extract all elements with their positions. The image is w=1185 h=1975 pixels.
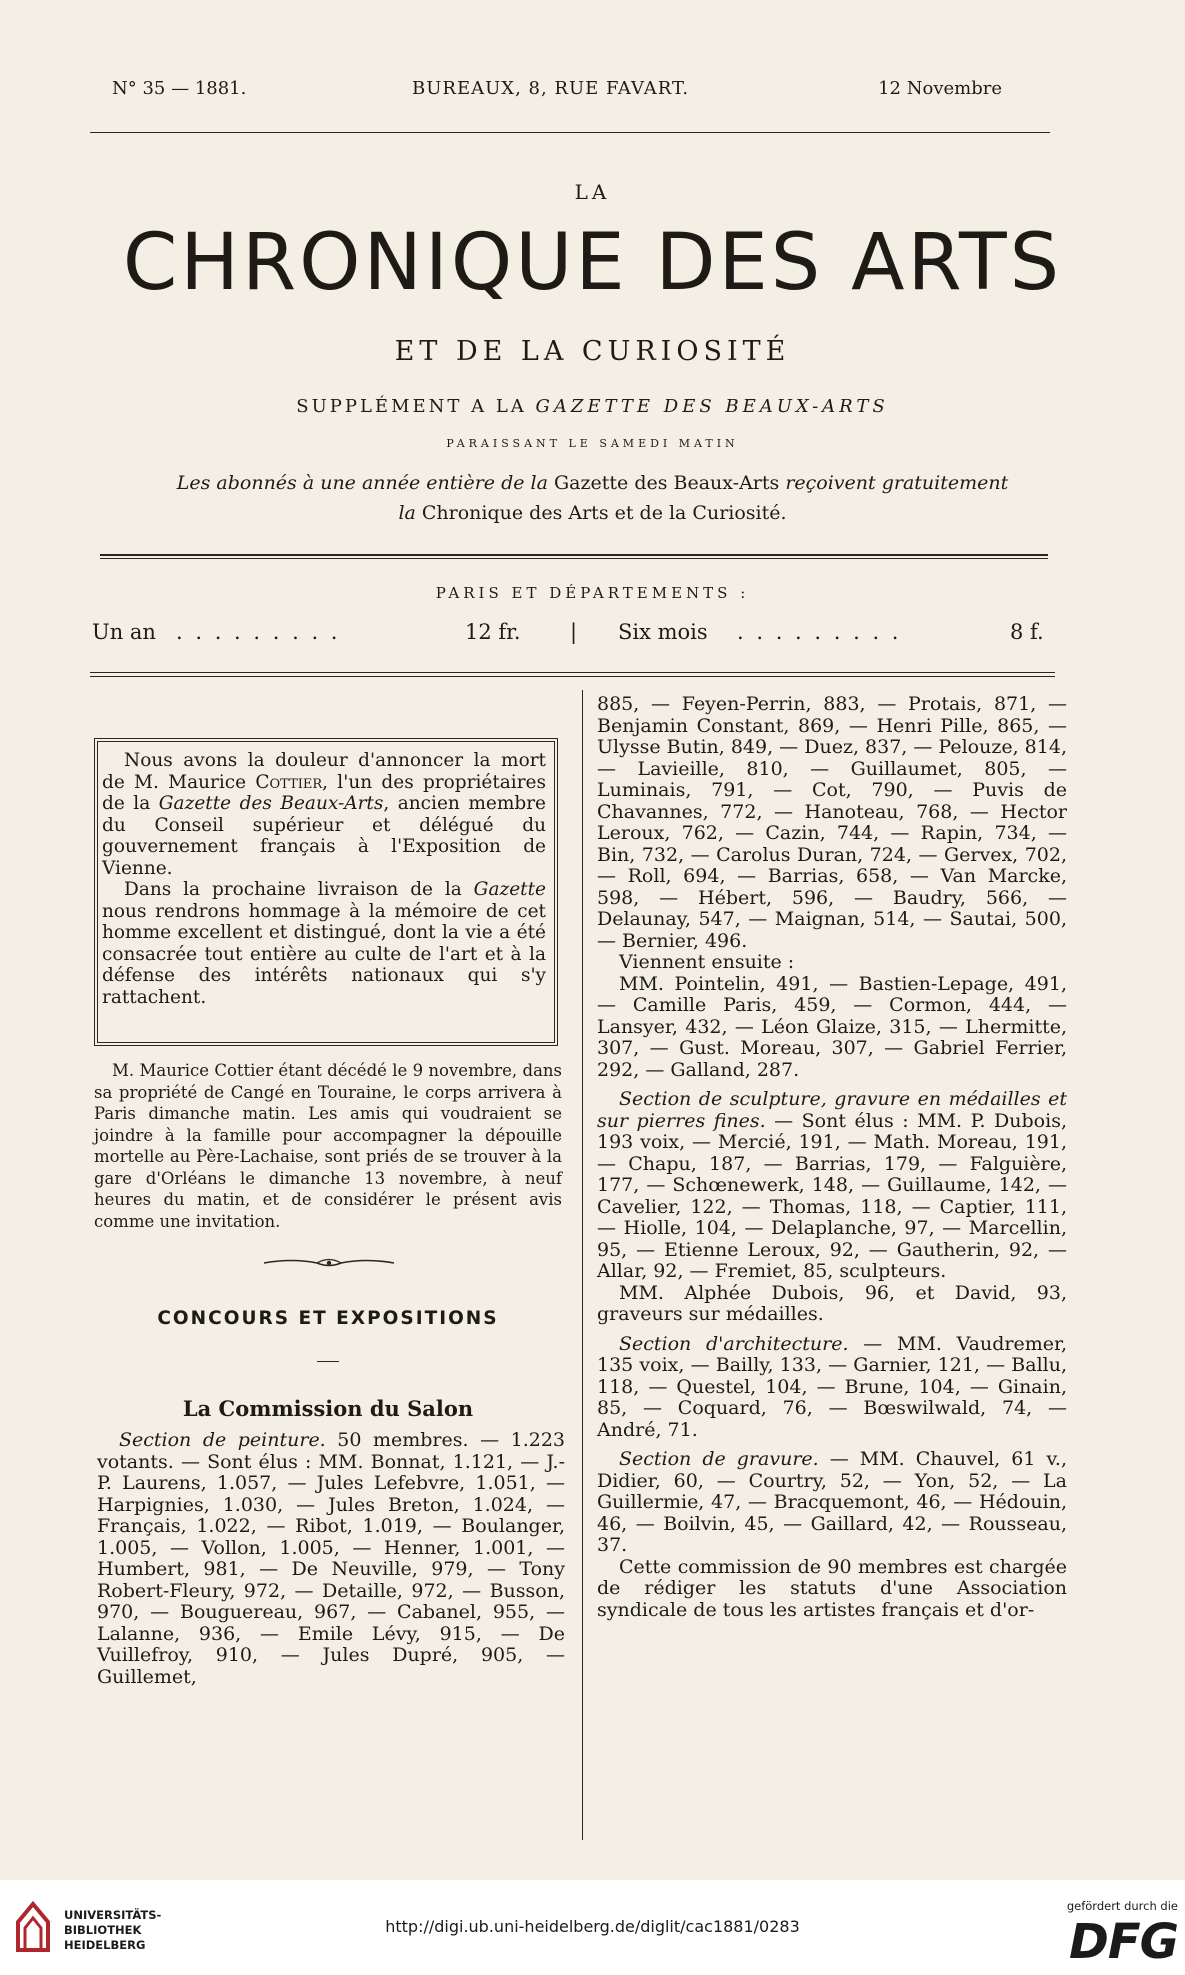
half-year-price: 8 f. [1010, 620, 1044, 644]
obituary-gazette: Gazette des Beaux-Arts [158, 793, 384, 814]
peinture-label: Section de peinture. [119, 1429, 326, 1451]
publication-schedule: PARAISSANT LE SAMEDI MATIN [446, 437, 739, 450]
dfg-logo: DFG [1068, 1914, 1178, 1970]
annual-price: 12 fr. [465, 620, 521, 644]
half-year-label: Six mois [618, 620, 708, 644]
permalink-url[interactable]: http://digi.ub.uni-heidelberg.de/diglit/cac1881/0283 [385, 1917, 800, 1936]
column-top-rule-b [90, 676, 1055, 677]
obituary-text-d: Dans la prochaine livraison de la [124, 879, 462, 900]
masthead-meta [112, 78, 1002, 104]
library-line-1: UNIVERSITÄTS- [64, 1908, 162, 1922]
right-column-text [597, 694, 1067, 1621]
library-line-3: HEIDELBERG [64, 1938, 146, 1952]
masthead-thin-rule [100, 558, 1048, 559]
closing-paragraph: Cette commission de 90 membres est chargée de rédiger les statuts d'une Association syndicale de tous les artistes français et d'or- [597, 1555, 1067, 1621]
subheading-commission: La Commission du Salon [182, 1396, 474, 1421]
obituary-gazette-short: Gazette [473, 879, 546, 900]
obituary-text-a: Nous avons la douleur d'annoncer la mort de M. Maurice [102, 750, 546, 793]
notice-italic-3: la [398, 502, 416, 524]
notice-plain-1: Gazette des Beaux-Arts [554, 472, 780, 494]
title-kicker: LA [574, 180, 611, 204]
annual-dots: . . . . . . . . . [176, 620, 341, 644]
peinture-paragraph [97, 1430, 565, 1688]
architecture-paragraph [597, 1334, 1067, 1442]
masthead-thick-rule [100, 554, 1048, 556]
subscriber-notice [120, 468, 1065, 528]
issue-date: 12 Novembre [878, 78, 1002, 99]
obituary-name: Cottier [255, 771, 323, 793]
ornament-divider-icon [262, 1256, 396, 1270]
annual-label: Un an [92, 620, 156, 644]
ensuite-label: Viennent ensuite : [619, 951, 795, 973]
notice-italic-2: reçoivent gratuitement [785, 472, 1009, 494]
sculpture-text: — Sont élus : MM. P. Dubois, 193 voix, — Mercié, 191, — Math. Moreau, 191, — Chapu, 187, — Barrias, 179, — Falguière, 177, — Schœnewerk, 148, — Guillaume, 142, — Cavelier, 122, — Thomas, 118, — Captier, 111, — Hiolle, 104, — Delaplanche, 97, — Marcellin, 95, — Etienne Leroux, 92, — Gautherin, 92, — Allar, 92, — Fremiet, 85, sculpteurs. [597, 1109, 1067, 1282]
obituary-paragraph-2 [102, 879, 546, 1008]
price-divider: | [570, 620, 578, 644]
gravure-text: — MM. Chauvel, 61 v., Didier, 60, — Courtry, 52, — Yon, 52, — La Guillermie, 47, — Bracquemont, 46, — Hédouin, 46, — Boilvin, 45, — Gaillard, 42, — Rousseau, 37. [597, 1448, 1068, 1556]
supplement-gazette: GAZETTE DES BEAUX-ARTS [535, 396, 889, 417]
short-dash [317, 1361, 339, 1362]
gravure-label: Section de gravure. [619, 1448, 819, 1470]
funded-by-label: gefördert durch die [1066, 1899, 1178, 1913]
top-rule [90, 132, 1050, 133]
ensuite-paragraph: MM. Pointelin, 491, — Bastien-Lepage, 491, — Camille Paris, 459, — Cormon, 444, — Lansyer, 432, — Léon Glaize, 315, — Lhermitte, 307, — Gust. Moreau, 307, — Gabriel Ferrier, 292, — Galland, 287. [597, 972, 1067, 1081]
funeral-paragraph: M. Maurice Cottier étant décédé le 9 novembre, dans sa propriété de Cangé en Touraine, le corps arrivera à Paris dimanche matin. Les amis qui voudraient se joindre à la famille pour accompagner la dépouille mortelle au Père-Lachaise, sont priés de se trouver à la gare d'Orléans le dimanche 13 novembre, à neuf heures du matin, et de considérer le présent avis comme une invitation. [94, 1061, 562, 1231]
architecture-label: Section d'architecture. [619, 1332, 849, 1355]
half-year-dots: . . . . . . . . . [737, 620, 902, 644]
architecture-text: — MM. Vaudremer, 135 voix, — Bailly, 133, — Garnier, 121, — Ballu, 118, — Questel, 104, — Brune, 104, — Ginain, 85, — Coquard, 76, — Bœswilwald, 74, — André, 71. [597, 1332, 1067, 1441]
peinture-continued: 885, — Feyen-Perrin, 883, — Protais, 871, — Benjamin Constant, 869, — Henri Pille, 865, — Ulysse Butin, 849, — Duez, 837, — Pelouze, 814, — Lavieille, 810, — Guillaumet, 805, — Luminais, 791, — Cot, 790, — Puvis de Chavannes, 772, — Hanoteau, 768, — Hector Leroux, 762, — Cazin, 744, — Rapin, 734, — Bin, 732, — Carolus Duran, 724, — Gervex, 702, — Roll, 694, — Barrias, 658, — Van Marcke, 598, — Hébert, 596, — Baudry, 566, — Delaunay, 547, — Maignan, 514, — Sautai, 500, — Bernier, 496. [597, 693, 1067, 952]
sculpture-paragraph [597, 1089, 1067, 1283]
office-address: BUREAUX, 8, RUE FAVART. [412, 78, 690, 99]
gravure-paragraph [597, 1449, 1067, 1557]
supplement-line [0, 396, 1185, 417]
column-top-rule-a [90, 672, 1055, 673]
section-heading-concours: CONCOURS ET EXPOSITIONS [157, 1308, 499, 1329]
sculpture-label: Section de sculpture, gravure en médailles et sur pierres fines. [597, 1088, 1067, 1132]
left-column-text [97, 1430, 565, 1688]
issue-number: N° 35 — 1881. [112, 78, 247, 99]
supplement-prefix: SUPPLÉMENT A LA [296, 396, 527, 417]
column-divider [582, 690, 583, 1840]
obituary-notice [102, 750, 546, 1008]
newspaper-title: CHRONIQUE DES ARTS [122, 218, 1063, 308]
funeral-notice [94, 1060, 562, 1232]
notice-italic-1: Les abonnés à une année entière de la [176, 472, 548, 494]
subscription-region: PARIS ET DÉPARTEMENTS : [435, 584, 750, 602]
subscription-prices [92, 620, 1057, 650]
obituary-text-e: nous rendrons hommage à la mémoire de cet homme excellent et distingué, dont la vie a été consacrée tout entière au culte de l'art et à la défense des intérêts nationaux qui s'y rattachent. [102, 900, 546, 1008]
obituary-text-b: , l'un des propriétaires de la [102, 771, 546, 814]
obituary-text-c: , ancien membre du Conseil supérieur et délégué du gouvernement français à l'Exposition de Vienne. [102, 793, 546, 879]
library-line-2: BIBLIOTHEK [64, 1923, 142, 1937]
obituary-paragraph-1 [102, 750, 546, 879]
newspaper-subtitle: ET DE LA CURIOSITÉ [394, 336, 791, 367]
peinture-text: 50 membres. — 1.223 votants. — Sont élus : MM. Bonnat, 1.121, — J.-P. Laurens, 1.057, — Jules Lefebvre, 1.051, — Harpignies, 1.030, — Jules Breton, 1.024, — Français, 1.022, — Ribot, 1.019, — Boulanger, 1.005, — Vollon, 1.005, — Henner, 1.001, — Humbert, 981, — De Neuville, 979, — Tony Robert-Fleury, 972, — Detaille, 972, — Busson, 970, — Bouguereau, 967, — Cabanel, 955, — Lalanne, 936, — Emile Lévy, 915, — De Vuillefroy, 910, — Jules Dupré, 905, — Guillemet, [97, 1429, 566, 1688]
notice-plain-2: Chronique des Arts et de la Curiosité. [421, 502, 787, 524]
medailles-paragraph: MM. Alphée Dubois, 96, et David, 93, graveurs sur médailles. [597, 1281, 1067, 1325]
